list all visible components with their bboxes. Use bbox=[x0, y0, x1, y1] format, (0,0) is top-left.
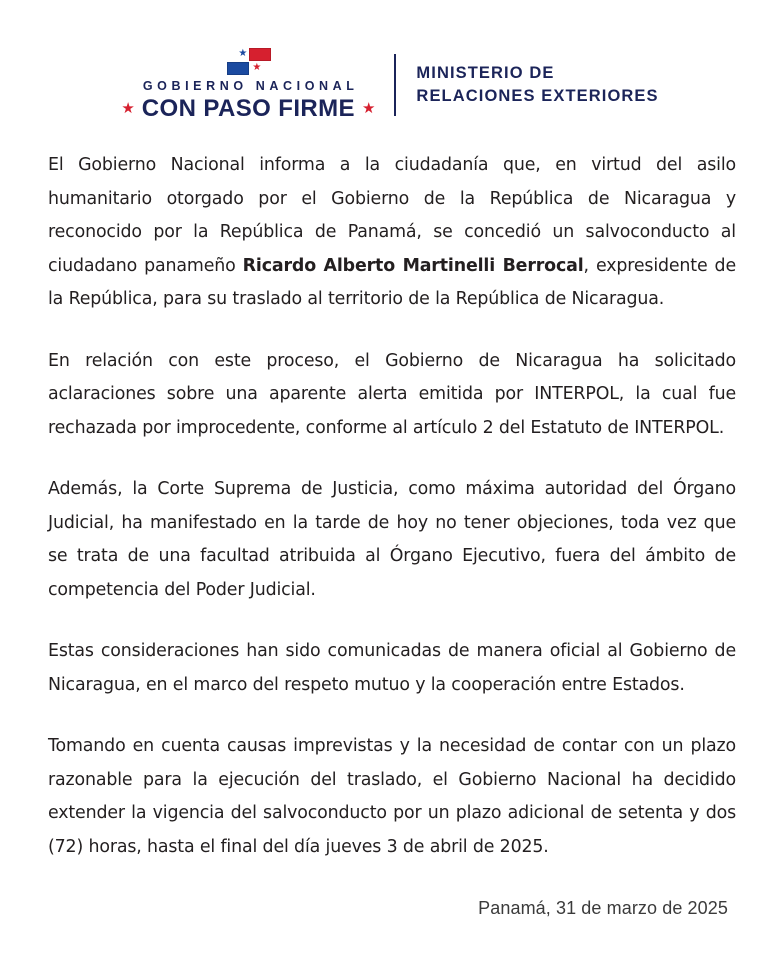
paragraph-5: Tomando en cuenta causas imprevistas y la necesidad de contar con un plazo razonable para la ejecución del traslado, el Gobierno Nacional ha decidido extender la vigencia del salvoconducto por un plazo adicional de setenta y dos (72) horas, hasta el final del día jueves 3 de abril de 2025. bbox=[48, 736, 736, 857]
panama-flag-icon bbox=[226, 48, 272, 75]
government-national-label: GOBIERNO NACIONAL bbox=[142, 79, 359, 93]
government-brand-block bbox=[121, 48, 394, 121]
letterhead bbox=[0, 0, 780, 127]
paragraph-2: En relación con este proceso, el Gobierno de Nicaragua ha solicitado aclaraciones sobre una aparente alerta emitida por INTERPOL, la cual fue rechazada por improcedente, conforme al artículo 2 del Estatuto de INTERPOL. bbox=[48, 350, 736, 438]
flag-blue-star-icon: ★ bbox=[238, 48, 248, 59]
highlighted-person-name: Ricardo Alberto Martinelli Berrocal bbox=[242, 255, 584, 276]
slogan-star-left-icon: ★ bbox=[121, 99, 135, 118]
flag-red-star-icon: ★ bbox=[252, 62, 262, 73]
ministry-block bbox=[396, 62, 658, 108]
slogan-star-right-icon: ★ bbox=[361, 99, 376, 118]
slogan-label: CON PASO FIRME bbox=[141, 95, 355, 123]
slogan-row bbox=[121, 96, 375, 121]
paragraph-4: Estas consideraciones han sido comunicadas de manera oficial al Gobierno de Nicaragua, en el marco del respeto mutuo y la cooperación entre Estados. bbox=[48, 641, 736, 695]
flag-quadrant-top-right bbox=[249, 48, 271, 61]
ministry-line-2: RELACIONES EXTERIORES bbox=[416, 86, 659, 105]
paragraph-1 bbox=[48, 149, 736, 317]
flag-quadrant-bottom-left bbox=[227, 62, 249, 75]
place-and-date: Panamá, 31 de marzo de 2025 bbox=[478, 898, 728, 919]
paragraph-1-text-after: , expresidente de la República, para su traslado al territorio de la República de Nicaragua. bbox=[48, 255, 736, 310]
body-copy bbox=[0, 149, 780, 922]
ministry-line-1: MINISTERIO DE bbox=[416, 63, 555, 82]
paragraph-1-text-before: El Gobierno Nacional informa a la ciudadanía que, en virtud del asilo humanitario otorgado por el Gobierno de la República de Nicaragua y reconocido por la República de Panamá, se concedió un salvoconducto al ciudadano panameño bbox=[48, 155, 736, 276]
paragraph-3: Además, la Corte Suprema de Justicia, como máxima autoridad del Órgano Judicial, ha manifestado en la tarde de hoy no tener objeciones, toda vez que se trata de una facultad atribuida al Órgano Ejecutivo, fuera del ámbito de competencia del Poder Judicial. bbox=[48, 479, 736, 600]
